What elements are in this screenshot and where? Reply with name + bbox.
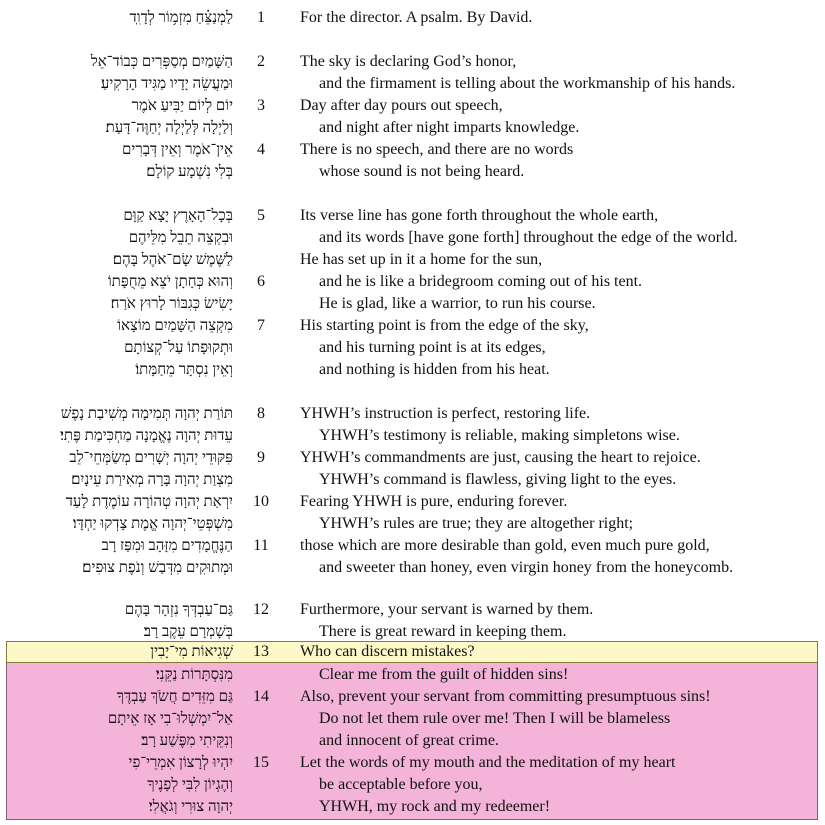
english-translation: Its verse line has gone forth throughout the whole earth, — [300, 207, 659, 224]
hebrew-text: יִרְאַת יְהוָה טְהוֹרָה עוֹמֶדֶת לָעַד — [65, 494, 233, 510]
hebrew-text: גַּם־עַבְדְּךָ נִזְהָר בָּהֶם — [124, 602, 233, 618]
hebrew-text: יָשִׂישׂ כְּגִבּוֹר לָרוּץ אֹרַח׃ — [110, 296, 233, 312]
hebrew-text: תּוֹרַת יְהוָה תְּמִימָה מְשִׁיבַת נָפֶשׁ — [60, 406, 233, 422]
hebrew-text: בְּשָׁמְרָם עֵקֶב רָב׃ — [143, 624, 233, 640]
english-translation: The sky is declaring God’s honor, — [300, 53, 517, 70]
english-translation: Furthermore, your servant is warned by them. — [300, 601, 594, 618]
verse-number: 14 — [253, 688, 269, 705]
verse-number: 10 — [253, 493, 269, 510]
hebrew-text: וּמַעֲשֵׂה יָדָיו מַגִּיד הָרָקִיעַ׃ — [100, 76, 233, 92]
english-translation: Who can discern mistakes? — [300, 643, 475, 660]
hebrew-text: וְאֵין נִסְתָּר מֵחַמָּתוֹ׃ — [135, 362, 233, 378]
hebrew-text: מִצְוַת יְהוָה בָּרָה מְאִירַת עֵינָיִם׃ — [71, 472, 233, 488]
verse-number: 8 — [257, 405, 265, 422]
english-translation: and night after night imparts knowledge. — [319, 119, 580, 136]
verse-line — [0, 337, 825, 359]
verse-line — [0, 403, 825, 425]
english-translation: YHWH’s instruction is perfect, restoring life. — [300, 405, 591, 422]
hebrew-text: יְהוָה צוּרִי וְגֹאֲלִי׃ — [148, 799, 233, 815]
english-translation: and innocent of great crime. — [319, 732, 499, 749]
verse-line — [0, 708, 825, 730]
english-translation: YHWH’s testimony is reliable, making simpletons wise. — [319, 427, 680, 444]
verse-number: 4 — [257, 141, 265, 158]
hebrew-text: לַמְנַצֵּ֗חַ מִזְמ֥וֹר לְדָוִֽד — [129, 10, 233, 26]
hebrew-text: וְנִקֵּיתִי מִפֶּשַׁע רָב׃ — [141, 733, 233, 749]
verse-line — [0, 271, 825, 293]
hebrew-text: פִּקּוּדֵי יְהוָה יְשָׁרִים מְשַׂמְּחֵי־לֵב — [69, 450, 233, 466]
verse-line — [0, 796, 825, 818]
verse-number: 1 — [257, 9, 265, 26]
verse-line — [0, 686, 825, 708]
hebrew-text: וּבִקְצֵה תֵבֵל מִלֵּיהֶם — [128, 230, 233, 246]
verse-line — [0, 315, 825, 337]
hebrew-text: הַשָּׁמַיִם מְסַפְּרִים כְּבוֹד־אֵל — [90, 54, 233, 70]
english-translation: be acceptable before you, — [319, 776, 483, 793]
verse-line — [0, 774, 825, 796]
hebrew-text: שְׁגִיאוֹת מִי־יָבִין — [150, 644, 233, 660]
verse-number: 12 — [253, 601, 269, 618]
verse-number: 9 — [257, 449, 265, 466]
verse-number: 2 — [257, 53, 265, 70]
verse-number: 7 — [257, 317, 265, 334]
hebrew-text: מִשְׁפְּטֵי־יְהוָה אֱמֶת צָדְקוּ יַחְדָּו׃ — [72, 516, 233, 532]
english-translation: whose sound is not being heard. — [319, 163, 525, 180]
verse-number: 5 — [257, 207, 265, 224]
verse-line — [0, 249, 825, 271]
verse-line — [0, 491, 825, 513]
verse-line — [0, 730, 825, 752]
hebrew-text: וּתְקוּפָתוֹ עַל־קְצוֹתָם — [124, 340, 233, 356]
english-translation: Fearing YHWH is pure, enduring forever. — [300, 493, 568, 510]
english-translation: YHWH’s command is flawless, giving light to the eyes. — [319, 471, 677, 488]
hebrew-text: גַּם מִזֵּדִים חֲשֹׂךְ עַבְדֶּךָ — [116, 689, 233, 705]
verse-number: 11 — [253, 537, 269, 554]
english-translation: Also, prevent your servant from committing presumptuous sins! — [300, 688, 711, 705]
verse-line — [0, 752, 825, 774]
english-translation: He is glad, like a warrior, to run his course. — [319, 295, 596, 312]
verse-number: 13 — [253, 643, 269, 660]
hebrew-text: בְּלִי נִשְׁמָע קוֹלָם׃ — [146, 164, 233, 180]
hebrew-text: בְּכָל־הָאָרֶץ יָצָא קַוָּם — [123, 208, 233, 224]
english-translation: Let the words of my mouth and the meditation of my heart — [300, 754, 676, 771]
verse-line — [0, 469, 825, 491]
english-translation: There is great reward in keeping them. — [319, 623, 567, 640]
verse-line — [0, 7, 825, 29]
hebrew-text: הַנֶּחֱמָדִים מִזָּהָב וּמִפַּז רָב — [101, 538, 233, 554]
verse-line — [0, 161, 825, 183]
english-translation: and nothing is hidden from his heat. — [319, 361, 550, 378]
verse-line — [0, 641, 825, 663]
verse-line — [0, 447, 825, 469]
verse-line — [0, 117, 825, 139]
english-translation: and he is like a bridegroom coming out of his tent. — [319, 273, 643, 290]
english-translation: There is no speech, and there are no words — [300, 141, 574, 158]
verse-line — [0, 293, 825, 315]
verse-line — [0, 621, 825, 643]
hebrew-text: לַשֶּׁמֶשׁ שָׂם־אֹהֶל בָּהֶם׃ — [112, 252, 233, 268]
verse-line — [0, 425, 825, 447]
english-translation: YHWH, my rock and my redeemer! — [319, 798, 551, 815]
verse-line — [0, 227, 825, 249]
english-translation: Clear me from the guilt of hidden sins! — [319, 666, 569, 683]
english-translation: Do not let them rule over me! Then I will be blameless — [319, 710, 671, 727]
verse-line — [0, 557, 825, 579]
verse-line — [0, 599, 825, 621]
hebrew-text: עֵדוּת יְהוָה נֶאֱמָנָה מַחְכִּימַת פֶּתִי׃ — [59, 428, 233, 444]
hebrew-text: מִקְצֵה הַשָּׁמַיִם מוֹצָאוֹ — [117, 318, 233, 334]
verse-line — [0, 664, 825, 686]
hebrew-text: מִנִּסְתָּרוֹת נַקֵּנִי׃ — [155, 667, 233, 683]
verse-line — [0, 359, 825, 381]
english-translation: He has set up in it a home for the sun, — [300, 251, 543, 268]
verse-line — [0, 73, 825, 95]
english-translation: and his turning point is at its edges, — [319, 339, 546, 356]
verse-line — [0, 139, 825, 161]
verse-line — [0, 95, 825, 117]
verse-number: 6 — [257, 273, 265, 290]
verse-line — [0, 535, 825, 557]
hebrew-text: וְהֶגְיוֹן לִבִּי לְפָנֶיךָ — [147, 777, 233, 793]
hebrew-text: אַל־יִמְשְׁלוּ־בִי אָז אֵיתָם — [107, 711, 233, 727]
english-translation: Day after day pours out speech, — [300, 97, 503, 114]
english-translation: For the director. A psalm. By David. — [300, 9, 533, 26]
english-translation: and its words [have gone forth] throughout the edge of the world. — [319, 229, 738, 246]
english-translation: and the firmament is telling about the workmanship of his hands. — [319, 75, 736, 92]
verse-number: 15 — [253, 754, 269, 771]
english-translation: YHWH’s rules are true; they are altogether right; — [319, 515, 634, 532]
hebrew-text: יִהְיוּ לְרָצוֹן אִמְרֵי־פִי — [128, 755, 233, 771]
hebrew-text: יוֹם לְיוֹם יַבִּיעַ אֹמֶר — [131, 98, 233, 114]
hebrew-text: וּמְתוּקִים מִדְּבַשׁ וְנֹפֶת צוּפִים׃ — [82, 560, 233, 576]
verse-line — [0, 205, 825, 227]
english-translation: YHWH’s commandments are just, causing the heart to rejoice. — [300, 449, 701, 466]
verse-number: 3 — [257, 97, 265, 114]
english-translation: and sweeter than honey, even virgin honey from the honeycomb. — [319, 559, 734, 576]
english-translation: those which are more desirable than gold, even much pure gold, — [300, 537, 710, 554]
verse-line — [0, 513, 825, 535]
english-translation: His starting point is from the edge of the sky, — [300, 317, 589, 334]
hebrew-text: וְלַיְלָה לְּלַיְלָה יְחַוֶּה־דָּעַת׃ — [105, 120, 233, 136]
hebrew-text: אֵין־אֹמֶר וְאֵין דְּבָרִים — [122, 142, 233, 158]
verse-line — [0, 51, 825, 73]
hebrew-text: וְהוּא כְּחָתָן יֹצֵא מֵחֻפָּתוֹ — [107, 274, 233, 290]
